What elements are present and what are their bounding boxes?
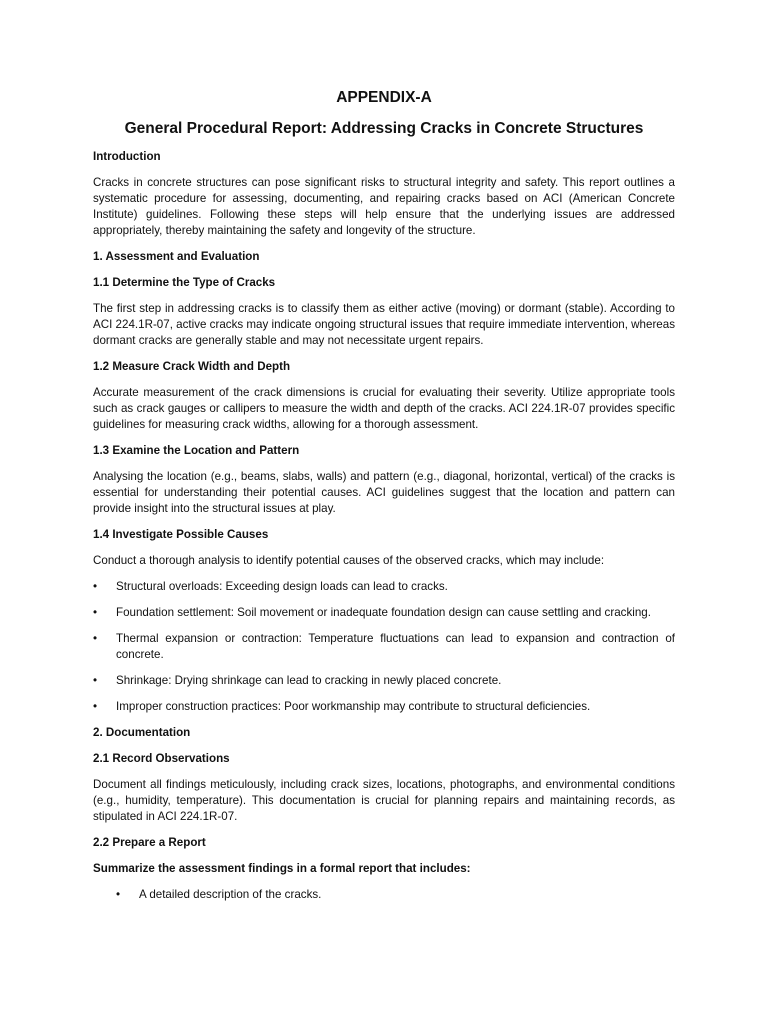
section-1-4-paragraph: Conduct a thorough analysis to identify potential causes of the observed cracks, which may include: — [93, 554, 605, 567]
section-2-heading: 2. Documentation — [93, 726, 191, 739]
list-item-text: Structural overloads: Exceeding design loads can lead to cracks. — [116, 580, 448, 593]
list-item — [93, 605, 675, 621]
list-item — [93, 631, 675, 663]
section-2-2-heading: 2.2 Prepare a Report — [93, 836, 206, 849]
report-items-list — [93, 887, 675, 903]
list-item-text: A detailed description of the cracks. — [139, 888, 322, 901]
bullet-icon: • — [93, 700, 98, 713]
appendix-title: APPENDIX-A — [336, 89, 432, 106]
intro-paragraph: Cracks in concrete structures can pose significant risks to structural integrity and safety. This report outlines a systematic procedure for assessing, documenting, and repairing cracks based on ACI (American Concrete Institute) guidelines. Following these steps will help ensure that the underlying issues are addressed appropriately, thereby maintaining the safety and longevity of the structure. — [93, 176, 675, 237]
section-1-1-paragraph: The first step in addressing cracks is to classify them as either active (moving) or dormant (stable). According to ACI 224.1R-07, active cracks may indicate ongoing structural issues that require immediate intervention, whereas dormant cracks are generally stable and may not necessitate urgent repairs. — [93, 302, 675, 347]
list-item-text: Foundation settlement: Soil movement or inadequate foundation design can cause settling and cracking. — [116, 606, 651, 619]
section-2-1-heading: 2.1 Record Observations — [93, 752, 230, 765]
section-1-heading: 1. Assessment and Evaluation — [93, 250, 260, 263]
causes-list — [93, 579, 675, 715]
list-item — [93, 579, 675, 595]
section-1-3-paragraph: Analysing the location (e.g., beams, slabs, walls) and pattern (e.g., diagonal, horizontal, vertical) of the cracks is essential for understanding their potential causes. ACI guidelines suggest that the location and pattern can provide insight into the structural issues at play. — [93, 470, 675, 515]
section-1-1-heading: 1.1 Determine the Type of Cracks — [93, 276, 276, 289]
section-1-2-paragraph: Accurate measurement of the crack dimensions is crucial for evaluating their severity. Utilize appropriate tools such as crack gauges or callipers to measure the width and depth of the cracks. ACI 224.1R-07 provides specific guidelines for measuring crack widths, allowing for a thorough assessment. — [93, 386, 675, 431]
list-item — [93, 699, 675, 715]
bullet-icon: • — [93, 580, 98, 593]
report-title: General Procedural Report: Addressing Cracks in Concrete Structures — [124, 120, 644, 137]
document-page — [93, 88, 675, 913]
bullet-icon: • — [116, 888, 121, 901]
list-item — [93, 673, 675, 689]
section-2-1-paragraph: Document all findings meticulously, including crack sizes, locations, photographs, and environmental conditions (e.g., humidity, temperature). This documentation is crucial for planning repairs and maintaining records, as stipulated in ACI 224.1R-07. — [93, 778, 675, 823]
bullet-icon: • — [93, 606, 98, 619]
bullet-icon: • — [93, 674, 98, 687]
list-item-text: Thermal expansion or contraction: Temperature fluctuations can lead to expansion and contraction of concrete. — [116, 632, 675, 661]
bullet-icon: • — [93, 632, 98, 645]
section-1-4-heading: 1.4 Investigate Possible Causes — [93, 528, 269, 541]
list-item-text: Improper construction practices: Poor workmanship may contribute to structural deficiencies. — [116, 700, 591, 713]
intro-heading: Introduction — [93, 150, 161, 163]
section-1-2-heading: 1.2 Measure Crack Width and Depth — [93, 360, 291, 373]
section-2-2-paragraph: Summarize the assessment findings in a formal report that includes: — [93, 862, 471, 875]
section-1-3-heading: 1.3 Examine the Location and Pattern — [93, 444, 300, 457]
list-item — [93, 887, 675, 903]
list-item-text: Shrinkage: Drying shrinkage can lead to cracking in newly placed concrete. — [116, 674, 502, 687]
